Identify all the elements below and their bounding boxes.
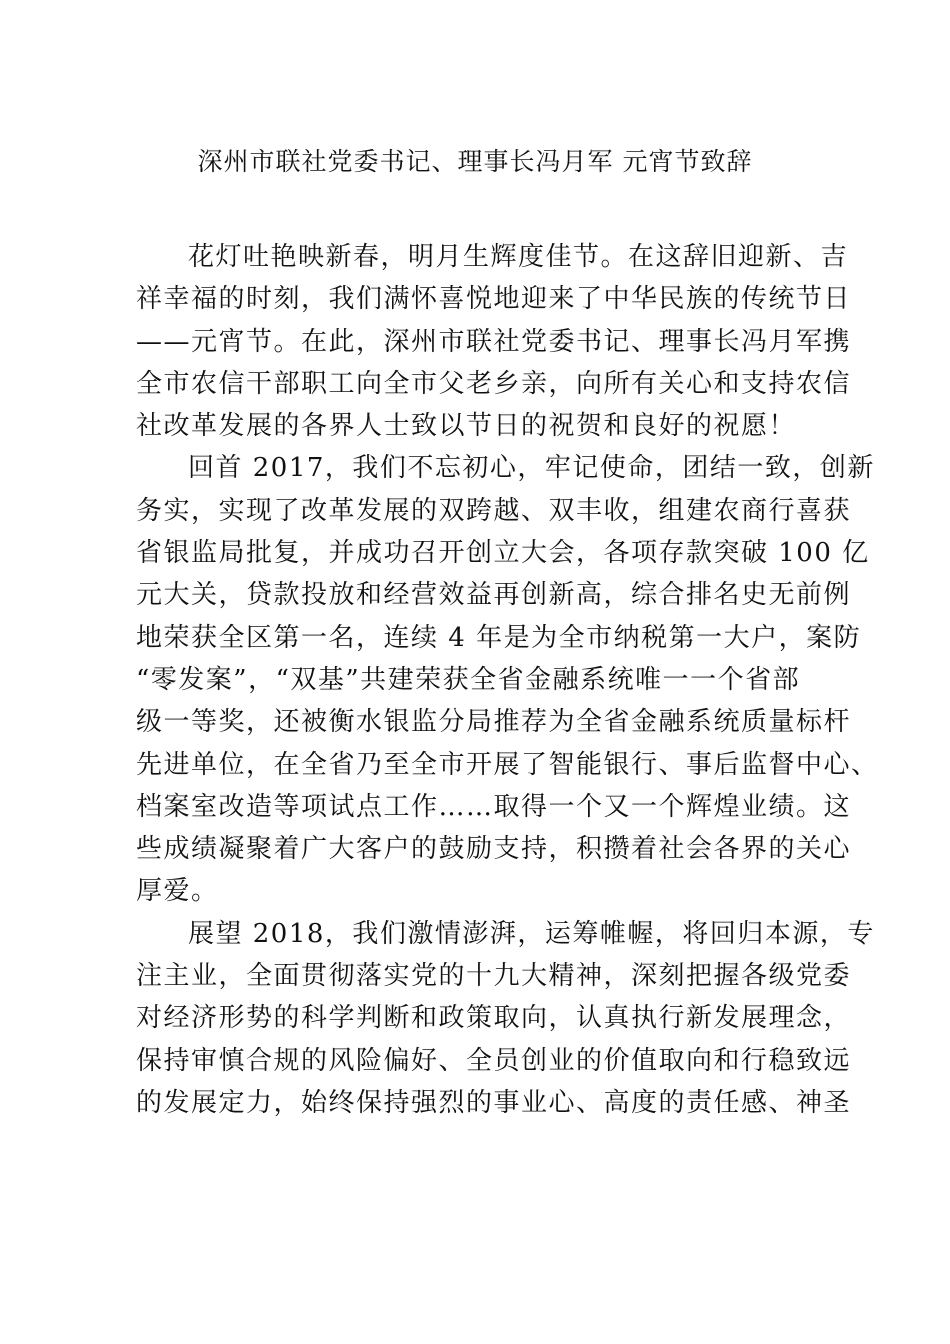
text-line: 回首 2017，我们不忘初心，牢记使命，团结一致，创新: [188, 453, 875, 484]
text-line: 厚爱。: [136, 876, 219, 907]
text-line: 元大关，贷款投放和经营效益再创新高，综合排名史无前例: [136, 580, 852, 611]
text-line: 地荣获全区第一名，连续 4 年是为全市纳税第一大户，案防: [136, 622, 862, 653]
text-line: 展望 2018，我们激情澎湃，运筹帷幄，将回归本源，专: [188, 918, 875, 949]
text-line: 社改革发展的各界人士致以节日的祝贺和良好的祝愿！: [136, 411, 797, 442]
text-line: 先进单位，在全省乃至全市开展了智能银行、事后监督中心、: [136, 749, 879, 780]
text-line: 注主业，全面贯彻落实党的十九大精神，深刻把握各级党委: [136, 961, 852, 992]
text-line: 花灯吐艳映新春，明月生辉度佳节。在这辞旧迎新、吉: [188, 242, 849, 272]
text-line: 对经济形势的科学判断和政策取向，认真执行新发展理念，: [136, 1003, 852, 1034]
text-line: ——元宵节。在此，深州市联社党委书记、理事长冯月军携: [136, 326, 852, 357]
text-line: 的发展定力，始终保持强烈的事业心、高度的责任感、神圣: [136, 1087, 852, 1118]
text-line: “零发案”，“双基”共建荣获全省金融系统唯一一个省部: [136, 664, 801, 695]
document-body: [136, 236, 879, 1124]
text-line: 全市农信干部职工向全市父老乡亲，向所有关心和支持农信: [136, 368, 852, 399]
text-line: 祥幸福的时刻，我们满怀喜悦地迎来了中华民族的传统节日: [136, 284, 852, 315]
text-line: 省银监局批复，并成功召开创立大会，各项存款突破 100 亿: [136, 538, 870, 569]
text-line: 级一等奖，还被衡水银监分局推荐为全省金融系统质量标杆: [136, 707, 852, 738]
text-line: 些成绩凝聚着广大客户的鼓励支持，积攒着社会各界的关心: [136, 834, 852, 865]
text-line: 务实，实现了改革发展的双跨越、双丰收，组建农商行喜获: [136, 495, 852, 526]
text-line: 保持审慎合规的风险偏好、全员创业的价值取向和行稳致远: [136, 1045, 852, 1076]
document-title: 深州市联社党委书记、理事长冯月军 元宵节致辞: [197, 147, 753, 176]
text-line: 档案室改造等项试点工作……取得一个又一个辉煌业绩。这: [136, 791, 852, 822]
